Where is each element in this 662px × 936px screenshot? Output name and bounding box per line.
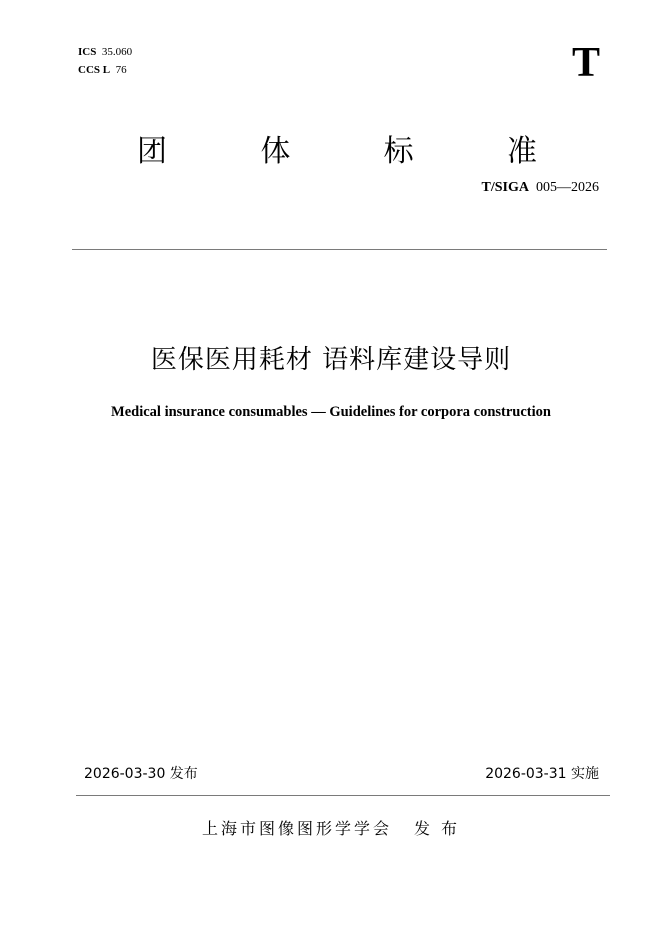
ics-label: ICS — [78, 46, 97, 58]
ccs-value: 76 — [115, 64, 127, 76]
category-char: 体 — [260, 134, 291, 169]
publish-date: 2026-03-30 发布 — [84, 766, 198, 782]
category-char: 标 — [383, 134, 414, 169]
standard-type-letter: T — [571, 40, 600, 86]
document-title-chinese: 医保医用耗材 语料库建设导则 — [150, 345, 512, 375]
category-char: 准 — [506, 134, 537, 169]
standard-code: T/SIGA — [481, 180, 529, 195]
issuer-action: 发 布 — [413, 819, 461, 838]
issuing-organization — [0, 818, 662, 840]
standard-number — [482, 180, 599, 196]
issuer-name: 上海市图像图形学学会 — [201, 819, 392, 838]
document-title-english: Medical insurance consumables — Guidelines for corpora construction — [111, 404, 551, 420]
standard-category-heading — [137, 128, 537, 168]
ics-value: 35.060 — [101, 46, 133, 58]
implement-date: 2026-03-31 实施 — [485, 766, 599, 782]
ics-code — [78, 45, 132, 59]
standard-number-value: 005—2026 — [536, 180, 599, 195]
bottom-divider — [76, 795, 610, 796]
ccs-code — [78, 63, 127, 77]
ccs-label: CCS L — [78, 64, 111, 76]
top-divider — [72, 249, 607, 250]
category-char: 团 — [137, 134, 167, 169]
